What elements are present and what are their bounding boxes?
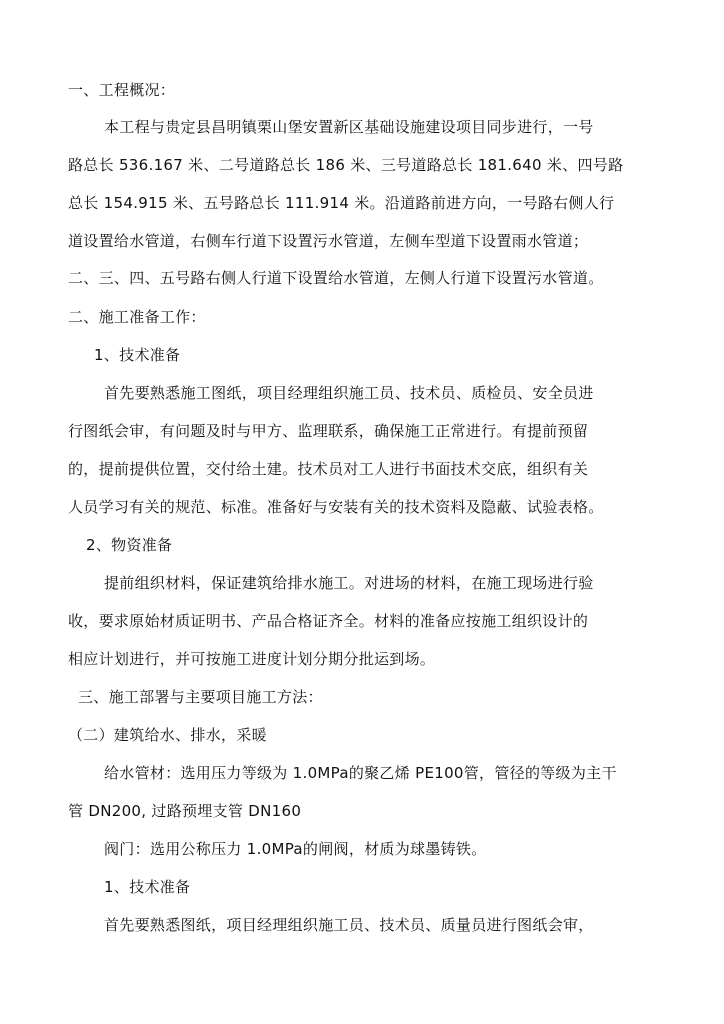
paragraph-line: 本工程与贵定县昌明镇栗山堡安置新区基础设施建设项目同步进行，一号	[104, 118, 594, 136]
heading-deployment-methods: 三、施工部署与主要项目施工方法：	[78, 688, 323, 706]
paragraph-line: 二、三、四、五号路右侧人行道下设置给水管道，左侧人行道下设置污水管道。	[68, 269, 604, 287]
subheading-water-supply-drainage: （二）建筑给水、排水，采暖	[68, 726, 267, 744]
paragraph-line: 给水管材：选用压力等级为 1.0MPa的聚乙烯 PE100管，管径的等级为主干	[104, 764, 617, 782]
paragraph-line: 总长 154.915 米、五号路总长 111.914 米。沿道路前进方向，一号路右侧人行	[68, 194, 615, 212]
paragraph-line: 首先要熟悉施工图纸，项目经理组织施工员、技术员、质检员、安全员进	[104, 384, 594, 402]
heading-construction-preparation: 二、施工准备工作：	[68, 308, 206, 326]
paragraph-line: 路总长 536.167 米、二号道路总长 186 米、三号道路总长 181.640 米、四号路	[68, 156, 624, 174]
subheading-material-preparation: 2、物资准备	[86, 536, 173, 554]
paragraph-line: 首先要熟悉图纸，项目经理组织施工员、技术员、质量员进行图纸会审，	[104, 916, 594, 934]
paragraph-line: 提前组织材料，保证建筑给排水施工。对进场的材料，在施工现场进行验	[104, 574, 594, 592]
paragraph-line: 收，要求原始材质证明书、产品合格证齐全。材料的准备应按施工组织设计的	[68, 612, 589, 630]
heading-project-overview: 一、工程概况：	[68, 81, 176, 99]
paragraph-line: 相应计划进行，并可按施工进度计划分期分批运到场。	[68, 650, 436, 668]
paragraph-line: 人员学习有关的规范、标准。准备好与安装有关的技术资料及隐蔽、试验表格。	[68, 498, 604, 516]
paragraph-line: 阀门：选用公称压力 1.0MPa的闸阀，材质为球墨铸铁。	[104, 840, 487, 858]
subheading-technical-preparation-2: 1、技术准备	[104, 878, 191, 896]
paragraph-line: 行图纸会审，有问题及时与甲方、监理联系，确保施工正常进行。有提前预留	[68, 422, 589, 440]
paragraph-line: 道设置给水管道，右侧车行道下设置污水管道，左侧车型道下设置雨水管道；	[68, 232, 589, 250]
subheading-technical-preparation: 1、技术准备	[94, 346, 181, 364]
paragraph-line: 管 DN200, 过路预埋支管 DN160	[68, 802, 302, 820]
paragraph-line: 的，提前提供位置，交付给土建。技术员对工人进行书面技术交底，组织有关	[68, 460, 589, 478]
